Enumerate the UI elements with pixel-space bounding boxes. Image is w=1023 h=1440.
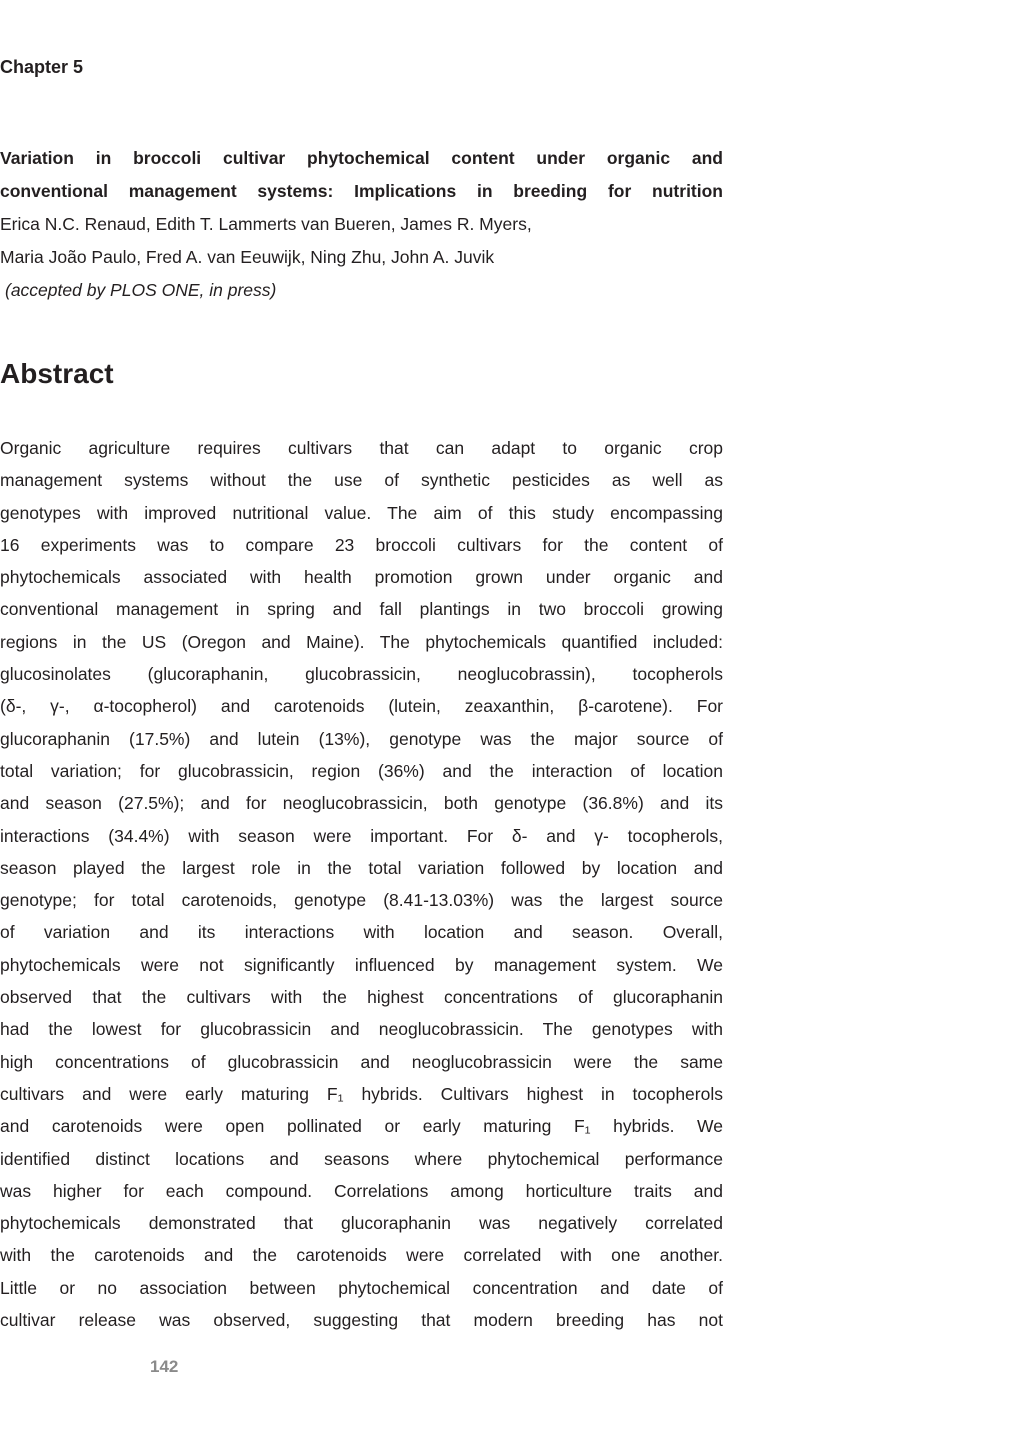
abstract-line: had the lowest for glucobrassicin and neoglucobrassicin. The genotypes with (0, 1019, 723, 1040)
abstract-line: glucosinolates (glucoraphanin, glucobrassicin, neoglucobrassin), tocopherols (0, 664, 723, 685)
abstract-line: was higher for each compound. Correlations among horticulture traits and (0, 1180, 723, 1201)
abstract-line: season played the largest role in the total variation followed by location and (0, 857, 723, 878)
abstract-line: regions in the US (Oregon and Maine). The phytochemicals quantified included: (0, 631, 723, 652)
abstract-line: with the carotenoids and the carotenoids were correlated with one another. (0, 1245, 723, 1266)
abstract-line: management systems without the use of synthetic pesticides as well as (0, 470, 723, 491)
abstract-line: total variation; for glucobrassicin, region (36%) and the interaction of location (0, 760, 723, 781)
abstract-line: identified distinct locations and seasons where phytochemical performance (0, 1148, 723, 1169)
paper-title-line: Variation in broccoli cultivar phytochemical content under organic and (0, 148, 723, 168)
abstract-line: glucoraphanin (17.5%) and lutein (13%), genotype was the major source of (0, 728, 723, 749)
abstract-line: genotypes with improved nutritional value. The aim of this study encompassing (0, 502, 723, 523)
abstract-line: and carotenoids were open pollinated or early maturing F₁ hybrids. We (0, 1116, 723, 1137)
paper-title-line: conventional management systems: Implications in breeding for nutrition (0, 181, 723, 201)
abstract-line: and season (27.5%); and for neoglucobrassicin, both genotype (36.8%) and its (0, 793, 723, 814)
publication-note: (accepted by PLOS ONE, in press) (5, 280, 277, 300)
author-line: Erica N.C. Renaud, Edith T. Lammerts van Bueren, James R. Myers, (0, 214, 532, 234)
chapter-label: Chapter 5 (0, 57, 84, 77)
abstract-line: high concentrations of glucobrassicin and neoglucobrassicin were the same (0, 1051, 723, 1072)
abstract-line: conventional management in spring and fall plantings in two broccoli growing (0, 599, 723, 620)
abstract-line: cultivar release was observed, suggesting that modern breeding has not (0, 1310, 723, 1331)
page-number: 142 (150, 1357, 179, 1376)
abstract-heading: Abstract (0, 358, 114, 389)
abstract-line: observed that the cultivars with the highest concentrations of glucoraphanin (0, 987, 723, 1008)
abstract-line: cultivars and were early maturing F₁ hybrids. Cultivars highest in tocopherols (0, 1083, 723, 1104)
author-line: Maria João Paulo, Fred A. van Eeuwijk, Ning Zhu, John A. Juvik (0, 247, 495, 267)
abstract-line: 16 experiments was to compare 23 broccoli cultivars for the content of (0, 534, 723, 555)
paper-header (0, 142, 723, 307)
abstract-line: interactions (34.4%) with season were important. For δ- and γ- tocopherols, (0, 825, 723, 846)
abstract-line: genotype; for total carotenoids, genotype (8.41-13.03%) was the largest source (0, 890, 723, 911)
abstract-line: Little or no association between phytochemical concentration and date of (0, 1277, 723, 1298)
abstract-line: of variation and its interactions with location and season. Overall, (0, 922, 723, 943)
abstract-line: (δ-, γ-, α-tocopherol) and carotenoids (lutein, zeaxanthin, β-carotene). For (0, 696, 723, 717)
abstract-line: phytochemicals associated with health promotion grown under organic and (0, 567, 723, 588)
abstract-line: Organic agriculture requires cultivars that can adapt to organic crop (0, 438, 723, 458)
abstract-line: phytochemicals were not significantly influenced by management system. We (0, 954, 723, 975)
abstract-line: phytochemicals demonstrated that glucoraphanin was negatively correlated (0, 1213, 723, 1234)
abstract-body (0, 432, 723, 1336)
